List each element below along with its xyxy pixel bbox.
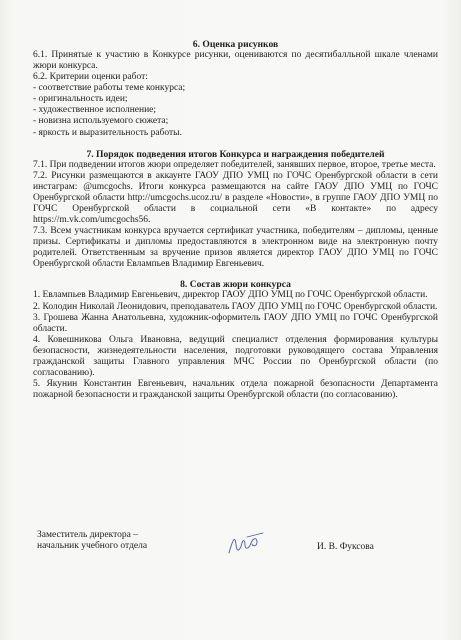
criteria-item: - художественное исполнение; bbox=[33, 105, 157, 116]
jury-member: 3. Грошева Жанна Анатольевна, художник-оформитель ГАОУ ДПО УМЦ по ГОЧС Оренбургской области. bbox=[33, 312, 438, 334]
criteria-item: - оригинальность идеи; bbox=[33, 94, 128, 105]
section-7-paragraph-1: 7.1. При подведении итогов жюри определяет победителей, занявших первое, второе, третье места. bbox=[33, 159, 436, 170]
jury-member: 2. Колодин Николай Леонидович, преподаватель ГАОУ ДПО УМЦ по ГОЧС Оренбургской области. bbox=[33, 301, 438, 312]
criteria-item: - соответствие работы теме конкурса; bbox=[33, 83, 186, 94]
criteria-list bbox=[33, 83, 438, 138]
section-8-heading: 8. Состав жюри конкурса bbox=[180, 279, 291, 291]
section-7-paragraph-2: 7.2. Рисунки размещаются в аккаунте ГАОУ ДПО УМЦ по ГОЧС Оренбургской области в сети инстаграм: @umcgochs. Итоги конкурса размещаются на сайте ГАОУ ДПО УМЦ по ГОЧС Оренбургской области http://umcgochs.ucoz.ru/ в разделе «Новости», в группе ГАОУ ДПО УМЦ по ГОЧС Оренбургской области в социальной сети «В контакте» по адресу https://m.vk.com/umcgochs56. bbox=[33, 170, 438, 226]
section-7-heading: 7. Порядок подведения итогов Конкурса и награждения победителей bbox=[86, 148, 385, 160]
handwritten-signature bbox=[223, 531, 271, 559]
section-6-heading: 6. Оценка рисунков bbox=[192, 39, 279, 50]
signer-name: И. В. Фуксова bbox=[317, 542, 374, 552]
criteria-item: - новизна используемого сюжета; bbox=[33, 116, 169, 127]
jury-member: 5. Якунин Константин Евгеньевич, начальник отдела пожарной безопасности Департамента пожарной безопасности и гражданской защиты Оренбургской области (по согласованию). bbox=[33, 378, 438, 400]
jury-member: 1. Евлампьев Владимир Евгеньевич, директор ГАОУ ДПО УМЦ по ГОЧС Оренбургской области. bbox=[33, 290, 428, 301]
jury-member: 4. Ковешникова Ольга Ивановна, ведущий специалист отделения формирования культуры безопасности, жизнедеятельности населения, подготовки руководящего состава Управления гражданской защиты Главного управления МЧС России по Оренбургской области (по согласованию). bbox=[33, 334, 438, 378]
document-body bbox=[33, 39, 438, 401]
signer-position-line-2: начальник учебного отдела bbox=[37, 541, 148, 552]
section-7-paragraph-3: 7.3. Всем участникам конкурса вручается сертификат участника, победителям – дипломы, ценные призы. Сертификаты и дипломы предоставляются в электронном виде на электронную почту родителей. Ответственным за вручение призов является директор ГАОУ ДПО УМЦ по ГОЧС Оренбургской области Евлампьев Владимир Евгеньевич. bbox=[33, 226, 438, 270]
section-6-paragraph-2: 6.2. Критерии оценки работ: bbox=[33, 72, 148, 83]
signer-position-line-1: Заместитель директора – bbox=[37, 530, 138, 540]
criteria-item: - яркость и выразительность работы. bbox=[33, 127, 182, 138]
section-6-paragraph-1: 6.1. Принятые к участию в Конкурсе рисунки, оцениваются по десятибалльной шкале членами жюри конкурса. bbox=[33, 50, 438, 72]
